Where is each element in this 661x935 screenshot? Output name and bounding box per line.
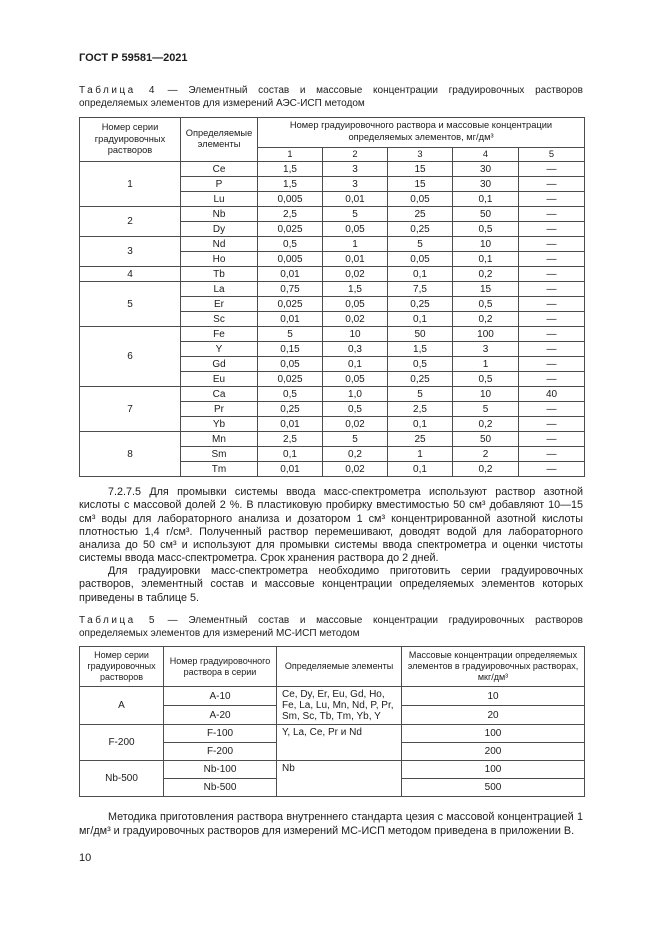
series-cell: 2 — [80, 207, 181, 237]
concentration-value-cell: 0,05 — [323, 222, 388, 237]
element-cell: Pr — [181, 402, 258, 417]
table5-row — [80, 761, 585, 779]
element-cell: Sm — [181, 447, 258, 462]
concentration-value-cell: 2 — [453, 447, 519, 462]
elements-cell: Y, La, Ce, Pr и Nd — [277, 725, 402, 761]
concentration-value-cell: — — [519, 282, 585, 297]
table5-row — [80, 687, 585, 706]
element-cell: P — [181, 177, 258, 192]
concentration-value-cell: 10 — [453, 387, 519, 402]
solution-cell: А-20 — [164, 706, 277, 725]
concentration-value-cell: 0,005 — [258, 252, 323, 267]
concentration-value-cell: — — [519, 222, 585, 237]
concentration-value-cell: 5 — [323, 207, 388, 222]
table4-solution-number-1: 1 — [258, 147, 323, 162]
concentration-value-cell: 0,25 — [388, 372, 453, 387]
table4-caption-text: — Элементный состав и массовые концентрации градуировочных растворов определяемых элементов для измерений АЭС-ИСП методом — [79, 85, 583, 109]
concentration-value-cell: 0,15 — [258, 342, 323, 357]
concentration-value-cell: — — [519, 207, 585, 222]
concentration-value-cell: 30 — [453, 177, 519, 192]
element-cell: Tb — [181, 267, 258, 282]
concentration-value-cell: 0,1 — [453, 252, 519, 267]
concentration-value-cell: 40 — [519, 387, 585, 402]
concentration-value-cell: 0,05 — [388, 252, 453, 267]
element-cell: Lu — [181, 192, 258, 207]
table4-solution-number-3: 3 — [388, 147, 453, 162]
table4-body — [80, 162, 585, 477]
concentration-value-cell: 5 — [388, 387, 453, 402]
element-cell: Fe — [181, 327, 258, 342]
concentration-value-cell: 1,5 — [258, 177, 323, 192]
element-cell: Ho — [181, 252, 258, 267]
concentration-value-cell: 15 — [388, 177, 453, 192]
concentration-value-cell: — — [519, 357, 585, 372]
table4-header-row-top — [80, 117, 585, 147]
concentration-value-cell: 0,025 — [258, 297, 323, 312]
concentration-value-cell: 0,05 — [258, 357, 323, 372]
concentration-value-cell: — — [519, 402, 585, 417]
document-header: ГОСТ Р 59581—2021 — [79, 52, 188, 64]
concentration-cell: 20 — [402, 706, 585, 725]
concentration-value-cell: 0,02 — [323, 312, 388, 327]
concentration-value-cell: 0,01 — [258, 417, 323, 432]
concentration-value-cell: 0,25 — [258, 402, 323, 417]
series-cell: 3 — [80, 237, 181, 267]
concentration-value-cell: 0,05 — [388, 192, 453, 207]
paragraph-methodology: Методика приготовления раствора внутреннего стандарта цезия с массовой концентрацией 1 мг/дм³ и градуировочных растворов для измерений МС-ИСП методом приведена в приложении В. — [79, 811, 583, 837]
concentration-value-cell: 0,1 — [388, 417, 453, 432]
concentration-value-cell: — — [519, 177, 585, 192]
series-cell: Nb-500 — [80, 761, 164, 797]
concentration-value-cell: 10 — [453, 237, 519, 252]
table4-row — [80, 327, 585, 342]
concentration-value-cell: 0,2 — [453, 312, 519, 327]
concentration-value-cell: 1,5 — [258, 162, 323, 177]
table4-caption — [79, 85, 583, 111]
concentration-value-cell: 0,01 — [258, 312, 323, 327]
concentration-value-cell: — — [519, 297, 585, 312]
concentration-value-cell: 0,5 — [258, 237, 323, 252]
paragraph-graduation: Для градуировки масс-спектрометра необходимо приготовить серии градуировочных растворов, элементный состав и массовые концентрации определяемых элементов которых приведены в таблице 5. — [79, 565, 583, 604]
table5-header-series: Номер серии градуировочных растворов — [80, 647, 164, 687]
table4-row — [80, 162, 585, 177]
table4-row — [80, 387, 585, 402]
concentration-value-cell: 0,2 — [453, 267, 519, 282]
concentration-cell: 500 — [402, 779, 585, 797]
concentration-cell: 100 — [402, 725, 585, 743]
concentration-value-cell: 0,5 — [323, 402, 388, 417]
concentration-value-cell: 10 — [323, 327, 388, 342]
concentration-value-cell: 0,05 — [323, 297, 388, 312]
concentration-value-cell: — — [519, 447, 585, 462]
concentration-value-cell: 0,025 — [258, 222, 323, 237]
concentration-value-cell: 5 — [323, 432, 388, 447]
table4-row — [80, 267, 585, 282]
series-cell: 8 — [80, 432, 181, 477]
concentration-value-cell: 0,1 — [323, 357, 388, 372]
concentration-value-cell: — — [519, 192, 585, 207]
solution-cell: F-200 — [164, 743, 277, 761]
elements-cell: Nb — [277, 761, 402, 797]
paragraph-7-2-7-5: 7.2.7.5 Для промывки системы ввода масс-спектрометра используют раствор азотной кислоты с массовой долей 2 %. В пластиковую пробирку вместимостью 50 см³ добавляют 10—15 см³ воды для лабораторного анализа и дозатором 1 см³ концентрированной азотной кислоты плотностью 1,4 г/см³. Полученный раствор перемешивают, доводят водой для лабораторного анализа до 50 см³ и используют для промывки системы ввода спектрометра и оценки чистоты системы ввода масс-спектрометра. Срок хранения раствора до 2 дней. — [79, 486, 583, 565]
concentration-value-cell: 3 — [453, 342, 519, 357]
concentration-value-cell: 0,005 — [258, 192, 323, 207]
concentration-value-cell: 0,1 — [258, 447, 323, 462]
concentration-cell: 200 — [402, 743, 585, 761]
concentration-value-cell: 0,5 — [453, 372, 519, 387]
table4-row — [80, 432, 585, 447]
concentration-value-cell: 1,5 — [388, 342, 453, 357]
concentration-value-cell: 0,02 — [323, 462, 388, 477]
concentration-value-cell: 5 — [388, 237, 453, 252]
concentration-value-cell: 0,5 — [453, 297, 519, 312]
concentration-value-cell: 0,1 — [388, 462, 453, 477]
concentration-value-cell: 0,02 — [323, 417, 388, 432]
element-cell: Gd — [181, 357, 258, 372]
series-cell: 6 — [80, 327, 181, 387]
concentration-value-cell: 7,5 — [388, 282, 453, 297]
table5-caption-text: — Элементный состав и массовые концентрации градуировочных растворов определяемых элементов для измерений МС-ИСП методом — [79, 614, 583, 639]
concentration-value-cell: 0,2 — [453, 462, 519, 477]
table4-row — [80, 207, 585, 222]
concentration-value-cell: 2,5 — [258, 207, 323, 222]
element-cell: Nb — [181, 207, 258, 222]
table5-label: Таблица 5 — [79, 614, 157, 626]
concentration-value-cell: — — [519, 342, 585, 357]
table5-body — [80, 687, 585, 797]
concentration-value-cell: 1 — [388, 447, 453, 462]
table4-row — [80, 282, 585, 297]
concentration-value-cell: 0,3 — [323, 342, 388, 357]
concentration-value-cell: 15 — [453, 282, 519, 297]
concentration-value-cell: 2,5 — [258, 432, 323, 447]
concentration-value-cell: 3 — [323, 162, 388, 177]
element-cell: Yb — [181, 417, 258, 432]
table4-solution-number-2: 2 — [323, 147, 388, 162]
concentration-value-cell: 100 — [453, 327, 519, 342]
concentration-value-cell: 5 — [258, 327, 323, 342]
concentration-value-cell: 0,5 — [453, 222, 519, 237]
series-cell: 5 — [80, 282, 181, 327]
table4-row — [80, 237, 585, 252]
concentration-value-cell: 50 — [453, 207, 519, 222]
concentration-value-cell: 0,01 — [323, 192, 388, 207]
element-cell: Ce — [181, 162, 258, 177]
concentration-value-cell: 50 — [388, 327, 453, 342]
concentration-value-cell: 0,01 — [258, 462, 323, 477]
solution-cell: А-10 — [164, 687, 277, 706]
series-cell: 4 — [80, 267, 181, 282]
element-cell: Er — [181, 297, 258, 312]
concentration-value-cell: 5 — [453, 402, 519, 417]
concentration-value-cell: 30 — [453, 162, 519, 177]
solution-cell: Nb-100 — [164, 761, 277, 779]
table5-header-concentration: Массовые концентрации определяемых элементов в градуировочных растворах, мкг/дм³ — [402, 647, 585, 687]
concentration-value-cell: — — [519, 237, 585, 252]
concentration-value-cell: 0,2 — [323, 447, 388, 462]
elements-cell: Ce, Dy, Er, Eu, Gd, Ho, Fe, La, Lu, Mn, Nd, P, Pr, Sm, Sc, Tb, Tm, Yb, Y — [277, 687, 402, 725]
concentration-value-cell: 0,25 — [388, 297, 453, 312]
concentration-value-cell: 15 — [388, 162, 453, 177]
table5-header-row — [80, 647, 585, 687]
element-cell: Ca — [181, 387, 258, 402]
concentration-value-cell: — — [519, 312, 585, 327]
concentration-value-cell: 50 — [453, 432, 519, 447]
table5-header-solution: Номер градуировочного раствора в серии — [164, 647, 277, 687]
concentration-value-cell: 1,0 — [323, 387, 388, 402]
concentration-value-cell: 0,5 — [388, 357, 453, 372]
concentration-value-cell: 2,5 — [388, 402, 453, 417]
concentration-value-cell: 0,2 — [453, 417, 519, 432]
concentration-value-cell: — — [519, 162, 585, 177]
series-cell: А — [80, 687, 164, 725]
page-number: 10 — [79, 851, 92, 864]
table4-header-series: Номер серии градуировочных растворов — [80, 117, 181, 162]
solution-cell: Nb-500 — [164, 779, 277, 797]
table5-caption — [79, 615, 583, 641]
concentration-value-cell: — — [519, 252, 585, 267]
concentration-value-cell: — — [519, 432, 585, 447]
concentration-value-cell: 1,5 — [323, 282, 388, 297]
element-cell: Mn — [181, 432, 258, 447]
concentration-value-cell: 25 — [388, 432, 453, 447]
element-cell: Eu — [181, 372, 258, 387]
element-cell: Dy — [181, 222, 258, 237]
concentration-value-cell: 1 — [453, 357, 519, 372]
table4 — [79, 117, 585, 478]
concentration-value-cell: 0,1 — [388, 312, 453, 327]
concentration-value-cell: 0,05 — [323, 372, 388, 387]
series-cell: 7 — [80, 387, 181, 432]
concentration-value-cell: 0,5 — [258, 387, 323, 402]
element-cell: Nd — [181, 237, 258, 252]
concentration-cell: 100 — [402, 761, 585, 779]
concentration-value-cell: 0,1 — [453, 192, 519, 207]
concentration-value-cell: — — [519, 267, 585, 282]
concentration-value-cell: 3 — [323, 177, 388, 192]
table4-solution-number-4: 4 — [453, 147, 519, 162]
concentration-value-cell: 0,025 — [258, 372, 323, 387]
concentration-value-cell: — — [519, 372, 585, 387]
concentration-value-cell: 1 — [323, 237, 388, 252]
series-cell: 1 — [80, 162, 181, 207]
concentration-value-cell: 0,1 — [388, 267, 453, 282]
table4-header-solutions: Номер градуировочного раствора и массовые концентрации определяемых элементов, мг/дм³ — [258, 117, 585, 147]
table5 — [79, 646, 585, 797]
table5-row — [80, 725, 585, 743]
concentration-value-cell: 0,01 — [258, 267, 323, 282]
concentration-value-cell: 0,02 — [323, 267, 388, 282]
element-cell: Y — [181, 342, 258, 357]
concentration-value-cell: 0,01 — [323, 252, 388, 267]
series-cell: F-200 — [80, 725, 164, 761]
concentration-value-cell: 25 — [388, 207, 453, 222]
table4-solution-number-5: 5 — [519, 147, 585, 162]
concentration-value-cell: — — [519, 327, 585, 342]
table4-header-elements: Определяемые элементы — [181, 117, 258, 162]
concentration-value-cell: — — [519, 462, 585, 477]
solution-cell: F-100 — [164, 725, 277, 743]
concentration-cell: 10 — [402, 687, 585, 706]
element-cell: Sc — [181, 312, 258, 327]
concentration-value-cell: 0,25 — [388, 222, 453, 237]
table5-header-elements: Определяемые элементы — [277, 647, 402, 687]
concentration-value-cell: — — [519, 417, 585, 432]
element-cell: Tm — [181, 462, 258, 477]
concentration-value-cell: 0,75 — [258, 282, 323, 297]
element-cell: La — [181, 282, 258, 297]
table4-label: Таблица 4 — [79, 85, 157, 96]
